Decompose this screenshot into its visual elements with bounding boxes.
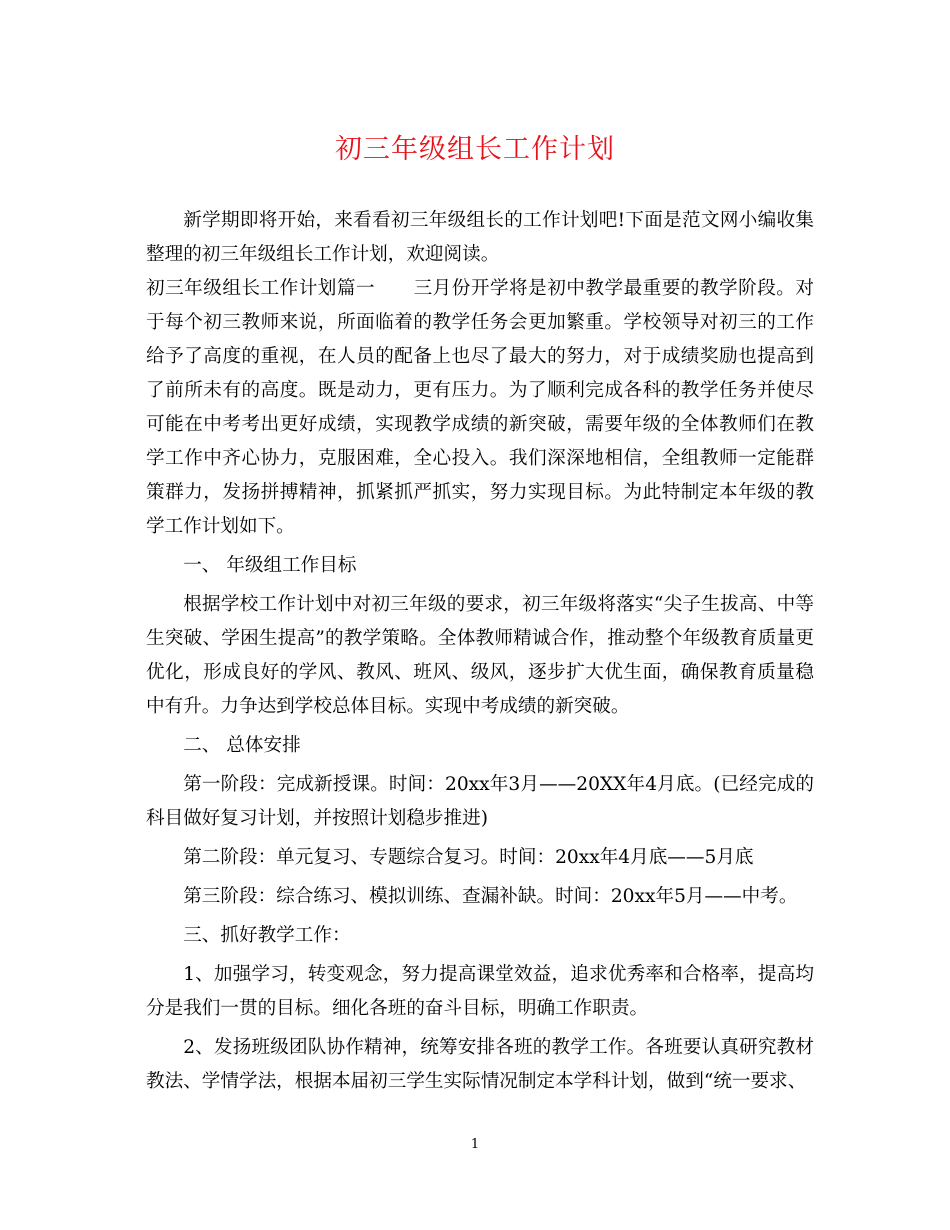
- teaching-item-two: 2、发扬班级团队协作精神，统筹安排各班的教学工作。各班要认真研究教材教法、学情学法，根据本届初三学生实际情况制定本学科计划，做到“统一要求、: [146, 1037, 814, 1092]
- section-heading-arrangement: 二、 总体安排: [183, 735, 301, 756]
- part-heading: 初三年级组长工作计划篇一: [146, 278, 376, 299]
- stage-one-paragraph: 第一阶段：完成新授课。时间：20xx年3月——20XX年4月底。(已经完成的科目做好复习计划，并按照计划稳步推进): [146, 774, 814, 829]
- page-number: 1: [470, 1137, 480, 1152]
- teaching-item-one: 1、加强学习，转变观念，努力提高课堂效益，追求优秀率和合格率，提高均分是我们一贯的目标。细化各班的奋斗目标，明确工作职责。: [146, 964, 814, 1019]
- goals-paragraph: 根据学校工作计划中对初三年级的要求，初三年级将落实“尖子生拔高、中等生突破、学困生提高”的教学策略。全体教师精诚合作，推动整个年级教育质量更优化，形成良好的学风、教风、班风、级风，逐步扩大优生面，确保教育质量稳中有升。力争达到学校总体目标。实现中考成绩的新突破。: [146, 594, 814, 717]
- part-one-paragraph: [146, 272, 814, 544]
- stage-two-paragraph: 第二阶段：单元复习、专题综合复习。时间：20xx年4月底——5月底: [183, 847, 754, 868]
- intro-paragraph: 新学期即将开始，来看看初三年级组长的工作计划吧!下面是范文网小编收集整理的初三年级组长工作计划，欢迎阅读。: [146, 210, 814, 265]
- part-text: 三月份开学将是初中教学最重要的教学阶段。对于每个初三教师来说，所面临着的教学任务会更加繁重。学校领导对初三的工作给予了高度的重视，在人员的配备上也尽了最大的努力，对于成绩奖励也提高到了前所未有的高度。既是动力，更有压力。为了顺利完成各科的教学任务并使尽可能在中考考出更好成绩，实现教学成绩的新突破，需要年级的全体教师们在教学工作中齐心协力，克服困难，全心投入。我们深深地相信，全组教师一定能群策群力，发扬拼搏精神，抓紧抓严抓实，努力实现目标。为此特制定本年级的教学工作计划如下。: [146, 278, 814, 537]
- document-body: [146, 204, 814, 1099]
- section-heading-teaching: 三、抓好教学工作：: [183, 925, 351, 946]
- document-title: 初三年级组长工作计划: [335, 134, 615, 165]
- section-heading-goals: 一、 年级组工作目标: [183, 555, 357, 576]
- stage-three-paragraph: 第三阶段：综合练习、模拟训练、查漏补缺。时间：20xx年5月——中考。: [183, 886, 798, 907]
